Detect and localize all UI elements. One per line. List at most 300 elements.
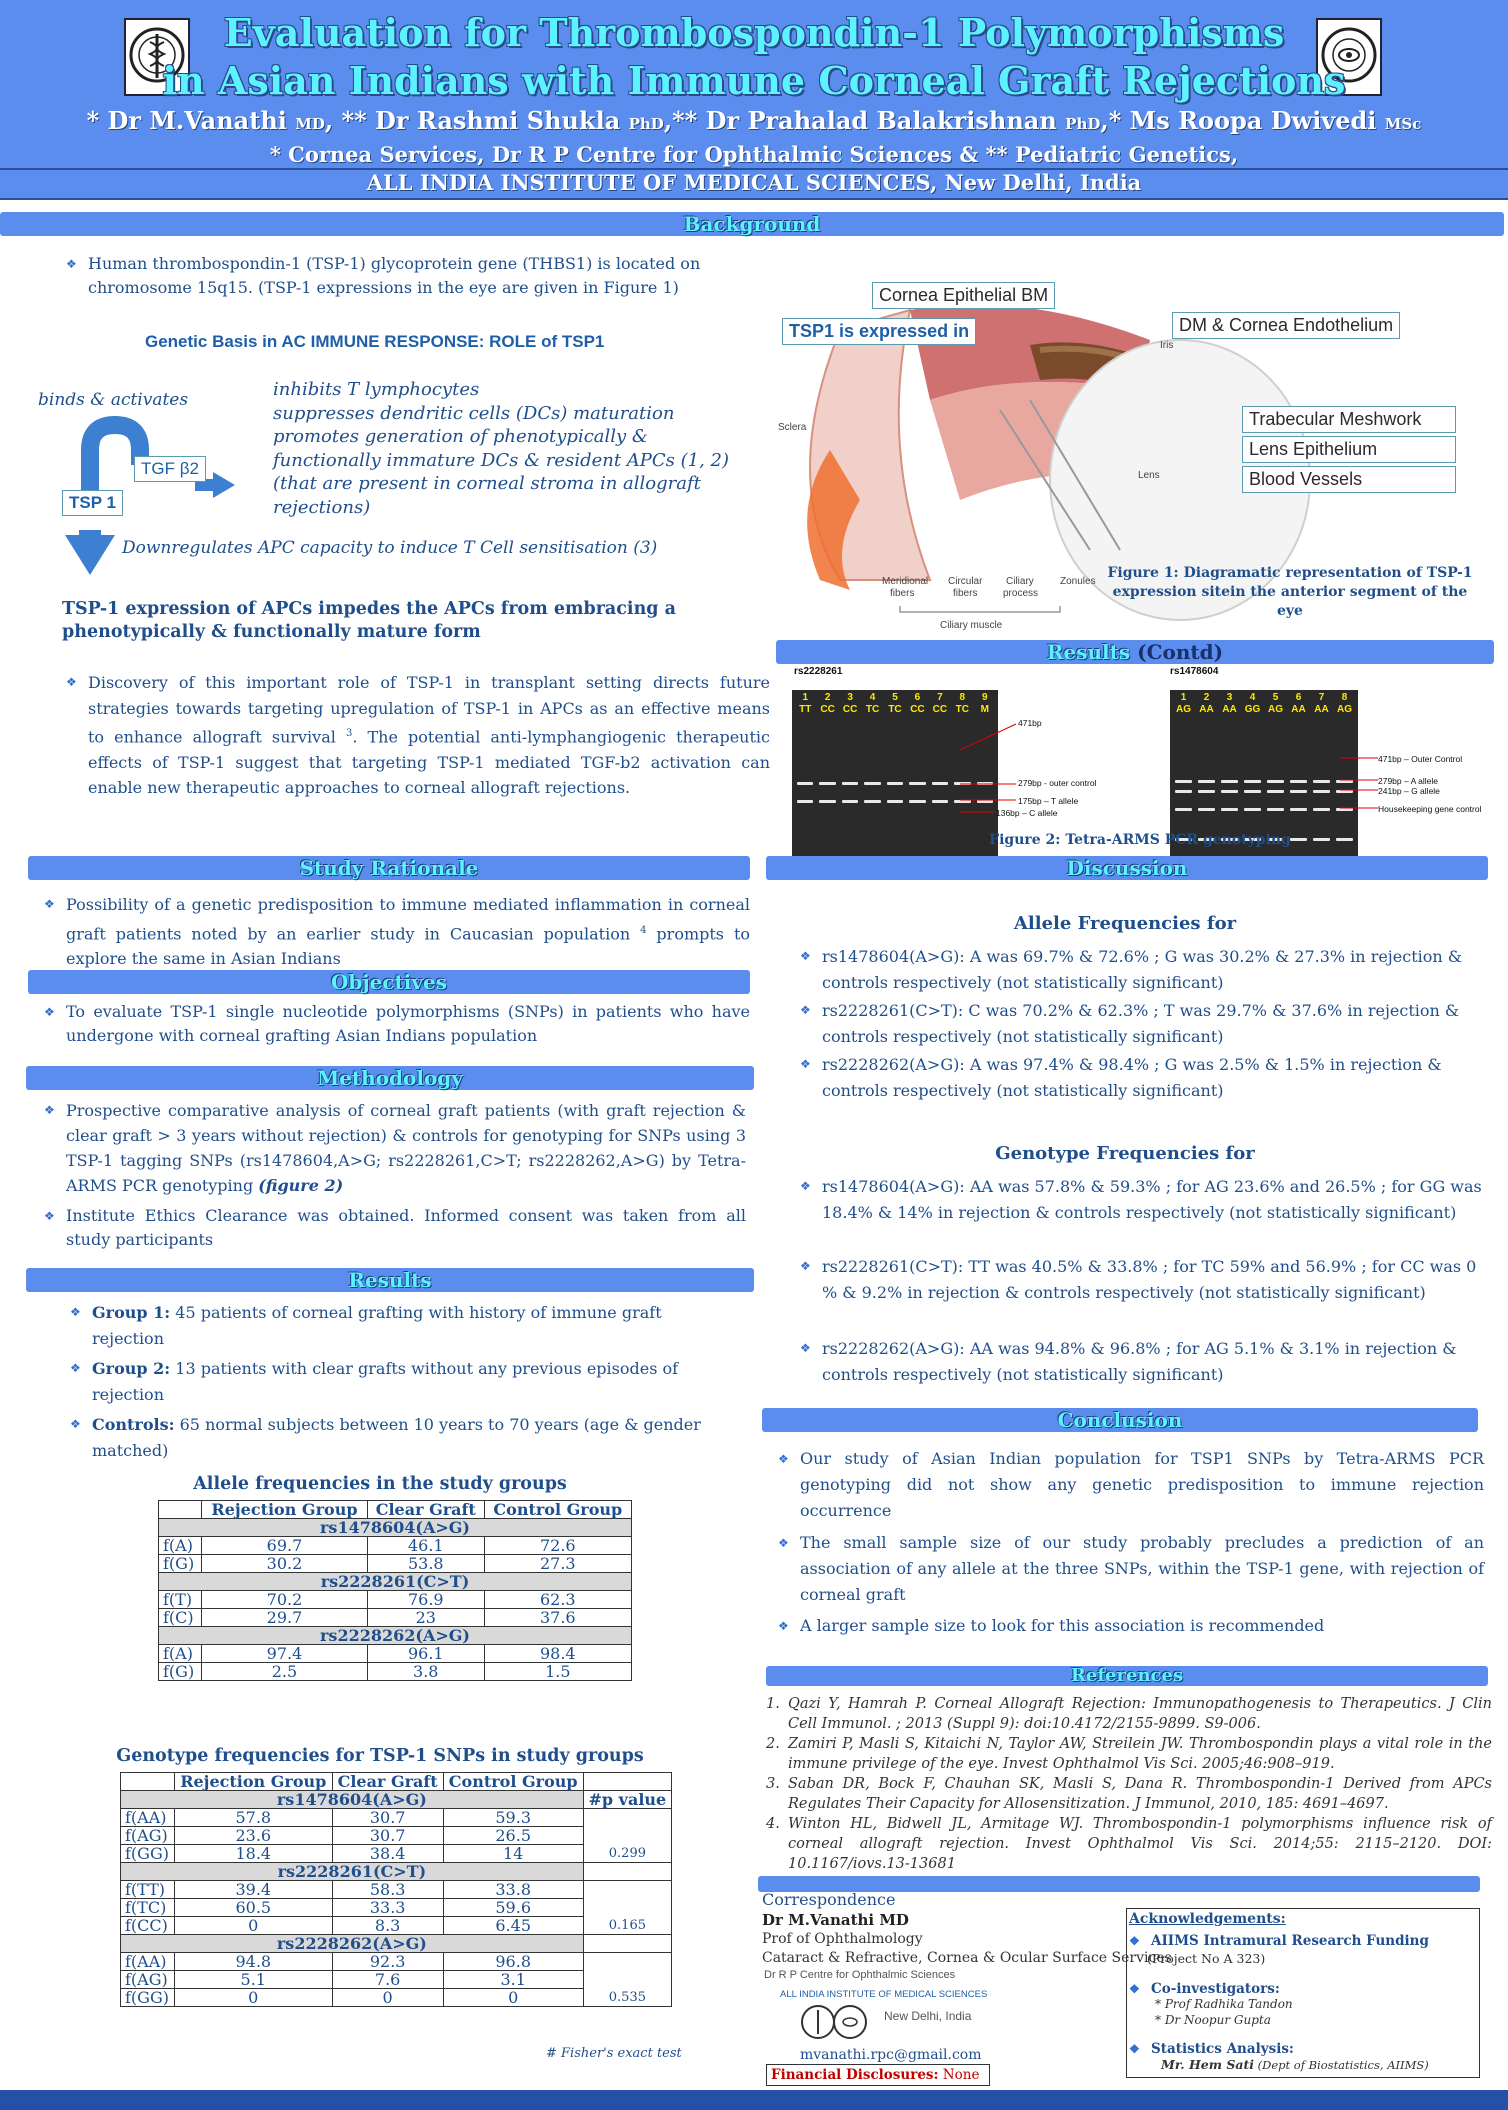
methodology-bullet-1	[44, 1098, 746, 1198]
downregulates-text: Downregulates APC capacity to induce T Cell sensitisation (3)	[122, 538, 658, 558]
table-header-row	[121, 1773, 672, 1791]
cornea-epithelial-label: Cornea Epithelial BM	[872, 282, 1055, 309]
gel-band	[1336, 838, 1353, 841]
genotype-table-title: Genotype frequencies for TSP-1 SNPs in study groups	[116, 1746, 644, 1766]
reference-number: 3.	[766, 1776, 780, 1792]
gel-band	[1198, 780, 1215, 783]
methodology-bullet-2: ❖ Institute Ethics Clearance was obtained. Informed consent was taken from all study participants	[44, 1204, 746, 1252]
figure-1-caption	[1100, 564, 1480, 621]
gel-lane-number: 8	[1341, 692, 1348, 703]
methodology-text: Prospective comparative analysis of corneal graft patients (with graft rejection & clear graft > 3 years without rejection) & controls for genotyping for SNPs using 3 TSP-1 tagging SNPs (rs1478604,A>G; rs2228261,C>T; rs2228262,A>G) by Tetra-ARMS PCR genotyping	[66, 1101, 746, 1195]
p-value-cell: 0.165	[583, 1881, 671, 1935]
author-1: * Dr M.Vanathi	[86, 106, 287, 135]
background-heading: Background	[0, 212, 1504, 236]
table-cell: f(C)	[159, 1609, 202, 1627]
effect-line: promotes generation of phenotypically &	[273, 426, 648, 447]
results-controls	[70, 1412, 722, 1463]
table-cell: f(G)	[159, 1555, 202, 1573]
rationale-text-a: Possibility of a genetic predisposition to immune mediated inflammation in corneal graft patients noted by an earlier study in Caucasian population	[66, 895, 750, 943]
gel-band	[1313, 780, 1330, 783]
gel-band	[1198, 808, 1215, 811]
ack-project: (Project No A 323)	[1147, 1951, 1266, 1966]
methodology-figure-ref: (figure 2)	[258, 1176, 344, 1195]
gel-lane-number: 3	[847, 692, 853, 703]
snp-row	[121, 1863, 672, 1881]
genetic-basis-heading: Genetic Basis in AC IMMUNE RESPONSE: ROLE of TSP1	[145, 332, 605, 351]
table-cell: 29.7	[201, 1609, 367, 1627]
snp-name-cell: rs2228261(C>T)	[159, 1573, 632, 1591]
ack-coinvestigator-2: * Dr Noopur Gupta	[1155, 2013, 1271, 2027]
trabecular-meshwork-label: Trabecular Meshwork	[1242, 406, 1456, 433]
table-row	[159, 1609, 632, 1627]
table-cell: 33.3	[332, 1899, 443, 1917]
table-row	[159, 1663, 632, 1681]
gel-lane-genotype: CC	[820, 704, 835, 715]
table-cell: 96.8	[443, 1953, 583, 1971]
table-cell: 0	[174, 1917, 332, 1935]
header-cell	[583, 1773, 671, 1791]
reference-text: Saban DR, Bock F, Chauhan SK, Masli S, Dana R. Thrombospondin-1 Derived from APCs Regulates Their Capacity for Allosensitization. J Immunol, 2010, 185: 4691–4697.	[788, 1776, 1492, 1812]
ack-statistician	[1161, 2057, 1429, 2072]
gel-lane-number: 4	[1249, 692, 1256, 703]
title-line-1: Evaluation for Thrombospondin-1 Polymorphisms	[223, 10, 1285, 55]
results-group-2	[70, 1356, 722, 1407]
gel-2-title: rs1478604	[1170, 666, 1219, 677]
gel-lane-number: 3	[1226, 692, 1233, 703]
gel-band	[1175, 780, 1192, 783]
ack-statistician-dept: (Dept of Biostatistics, AIIMS)	[1253, 2058, 1429, 2072]
gel-band	[932, 782, 948, 785]
correspondence-heading: Correspondence	[762, 1890, 896, 1909]
effect-line: (that are present in corneal stroma in allograft	[273, 473, 701, 494]
ack-statistician-name: Mr. Hem Sati	[1161, 2057, 1254, 2072]
genotype-frequency-table	[120, 1772, 672, 2007]
bullet2-text-a: Discovery of this important role of TSP-1 in transplant setting directs future strategies towards targeting upregulation of TSP-1 in APCs as an effective means to enhance allograft survival	[88, 673, 770, 747]
gel-2-note: 471bp – Outer Control	[1378, 754, 1463, 764]
lens-epithelium-label: Lens Epithelium	[1242, 436, 1456, 463]
table-cell: 0	[332, 1989, 443, 2007]
gel-1-note: 279bp - outer control	[1018, 778, 1097, 788]
header-cell: Clear Graft	[332, 1773, 443, 1791]
conclusion-heading: Conclusion	[762, 1408, 1478, 1432]
discussion-allele-bullet: ❖ rs2228261(C>T): C was 70.2% & 62.3% ; T was 29.7% & 37.6% in rejection & controls respectively (not statistically significant)	[800, 998, 1482, 1049]
zonules-label: Zonules	[1060, 576, 1096, 587]
table-cell: 26.5	[443, 1827, 583, 1845]
table-cell: 53.8	[367, 1555, 484, 1573]
table-cell: 97.4	[201, 1645, 367, 1663]
reference-number: 1.	[766, 1696, 780, 1712]
snp-row	[121, 1935, 672, 1953]
results-contd-heading-a: Results	[1046, 640, 1138, 664]
table-cell: 38.4	[332, 1845, 443, 1863]
gel-lane-genotype: GG	[1244, 704, 1261, 715]
gel-1-note: 136bp – C allele	[996, 808, 1058, 818]
gel-lane-number: 2	[1203, 692, 1210, 703]
table-cell: 18.4	[174, 1845, 332, 1863]
gel-2-note: Housekeeping gene control	[1378, 804, 1482, 814]
financial-disclosures-label: Financial Disclosures:	[771, 2067, 939, 2083]
correspondence-email[interactable]: mvanathi.rpc@gmail.com	[800, 2047, 982, 2063]
table-cell: 57.8	[174, 1809, 332, 1827]
reference-item	[766, 1814, 1492, 1874]
rationale-text-b: prompts to explore the same in Asian Indians	[66, 923, 751, 969]
author-4: ,* Ms Roopa Dwivedi	[1100, 106, 1377, 135]
reference-item	[766, 1734, 1492, 1774]
genotype-frequencies-heading: Genotype Frequencies for	[995, 1143, 1255, 1164]
discussion-allele-bullet: ❖ rs1478604(A>G): A was 69.7% & 72.6% ; G was 30.2% & 27.3% in rejection & controls respectively (not statistically significant)	[800, 944, 1482, 995]
gel-band	[1290, 808, 1307, 811]
group-2-label: Group 2:	[92, 1359, 171, 1378]
gel-band	[887, 800, 903, 803]
table-row	[159, 1537, 632, 1555]
allele-frequencies-heading: Allele Frequencies for	[1013, 913, 1237, 934]
gel-1-note: 175bp – T allele	[1018, 796, 1079, 806]
bottom-strip	[0, 2090, 1508, 2110]
gel-lane-genotype: CC	[910, 704, 925, 715]
reference-text: Winton HL, Bidwell JL, Armitage WJ. Thrombospondin-1 polymorphisms influence risk of corneal allograft rejection. Invest Ophthalmol Vis Sci. 2014;55: 2115–2120. DOI: 10.1167/iovs.13-13681	[788, 1816, 1492, 1872]
gel-band	[864, 800, 880, 803]
gel-lane-genotype: CC	[842, 704, 858, 715]
rationale-ref: 4	[640, 924, 647, 936]
discussion-genotype-bullet: ❖ rs2228262(A>G): AA was 94.8% & 96.8% ; for AG 5.1% & 3.1% in rejection & controls respectively (not statistically significant)	[800, 1336, 1482, 1387]
snp-row	[159, 1573, 632, 1591]
gel-1-note: 471bp	[1018, 718, 1042, 728]
results-heading: Results	[26, 1268, 754, 1292]
gel-lane-number: 6	[1295, 692, 1302, 703]
correspondence-institute: ALL INDIA INSTITUTE OF MEDICAL SCIENCES	[780, 1989, 988, 2000]
snp-row	[121, 1791, 672, 1809]
title-line-2: in Asian Indians with Immune Corneal Graft Rejections	[162, 58, 1346, 103]
table-row	[159, 1591, 632, 1609]
table-cell: f(TT)	[121, 1881, 175, 1899]
ack-funding: ❖ AIIMS Intramural Research Funding	[1129, 1931, 1429, 1951]
gel-lane-number: 7	[1318, 692, 1325, 703]
gel-lane-genotype: AG	[1337, 704, 1352, 715]
table-cell: 3.8	[367, 1663, 484, 1681]
table-cell: 69.7	[201, 1537, 367, 1555]
gel-band	[1221, 790, 1238, 793]
controls-label: Controls:	[92, 1415, 175, 1434]
gel-lane-genotype: TC	[955, 704, 969, 715]
discussion-allele-bullet: ❖ rs2228262(A>G): A was 97.4% & 98.4% ; G was 2.5% & 1.5% in rejection & controls respectively (not statistically significant)	[800, 1052, 1482, 1103]
circular-label: Circular	[948, 576, 983, 587]
correspondence-title: Prof of Ophthalmology	[762, 1931, 923, 1947]
acknowledgements-box	[1126, 1908, 1480, 2078]
gel-1-pointer-lines	[960, 720, 1020, 820]
objectives-heading: Objectives	[28, 970, 750, 994]
table-cell: 46.1	[367, 1537, 484, 1555]
gel-band	[1290, 790, 1307, 793]
effect-line: inhibits T lymphocytes	[273, 379, 480, 400]
gel-lane-genotype: TC	[865, 704, 880, 715]
background-bullet-2	[66, 670, 770, 801]
gel-band	[864, 782, 880, 785]
gel-band	[1244, 790, 1261, 793]
table-cell: 58.3	[332, 1881, 443, 1899]
gel-lane-genotype: AG	[1268, 704, 1283, 715]
affiliation-line-1: * Cornea Services, Dr R P Centre for Ophthalmic Sciences & ** Pediatric Genetics,	[269, 142, 1239, 167]
table-cell: 0	[443, 1989, 583, 2007]
correspondence-name: Dr M.Vanathi MD	[762, 1911, 909, 1929]
reference-number: 2.	[766, 1736, 780, 1752]
header-cell	[121, 1773, 175, 1791]
author-list	[0, 106, 1508, 135]
gel-lane-number: 6	[914, 692, 921, 703]
table-cell: 72.6	[484, 1537, 631, 1555]
header-cell: Clear Graft	[367, 1501, 484, 1519]
table-cell: 23	[367, 1609, 484, 1627]
author-4-degree: MSc	[1384, 115, 1422, 133]
acknowledgements-heading: Acknowledgements:	[1129, 1911, 1286, 1927]
correspondence-city: New Delhi, India	[884, 2009, 972, 2023]
author-2: , ** Dr Rashmi Shukla	[324, 106, 621, 135]
gel-lane-genotype: TT	[799, 704, 812, 715]
snp-name-cell: rs2228262(A>G)	[159, 1627, 632, 1645]
group-1-label: Group 1:	[92, 1303, 171, 1322]
gel-2-pointer-lines	[1340, 754, 1380, 814]
table-cell: 39.4	[174, 1881, 332, 1899]
gel-band	[1267, 790, 1284, 793]
table-row	[121, 1953, 672, 1971]
gel-lane-genotype: AA	[1199, 704, 1214, 715]
table-cell: f(AG)	[121, 1827, 175, 1845]
results-contd-heading-b: (Contd)	[1137, 640, 1224, 664]
financial-disclosures-value: None	[938, 2067, 980, 2083]
table-cell: f(G)	[159, 1663, 202, 1681]
gel-band	[1175, 790, 1192, 793]
table-row	[121, 1809, 672, 1827]
dm-endothelium-label: DM & Cornea Endothelium	[1172, 312, 1400, 339]
impedes-statement: TSP-1 expression of APCs impedes the APCs from embracing a phenotypically & functionally mature form	[62, 599, 676, 642]
snp-row	[159, 1519, 632, 1537]
table-cell: 59.3	[443, 1809, 583, 1827]
table-cell: f(A)	[159, 1537, 202, 1555]
table-cell: 30.7	[332, 1809, 443, 1827]
gel-lane-number: 7	[937, 692, 943, 703]
tsp1-expressed-label: TSP1 is expressed in	[782, 318, 976, 345]
reference-text: Qazi Y, Hamrah P. Corneal Allograft Rejection: Immunopathogenesis to Therapeutics. J Clin Cell Immunol. ; 2013 (Suppl 9): doi:10.4172/2155-9899. S9-006.	[788, 1696, 1492, 1732]
group-1-text: 45 patients of corneal grafting with history of immune graft rejection	[92, 1303, 662, 1348]
reference-number: 4.	[766, 1816, 780, 1832]
p-value-spacer	[583, 1935, 671, 1953]
objectives-bullet: ❖ To evaluate TSP-1 single nucleotide polymorphisms (SNPs) in patients who have undergone with corneal grafting Asian Indians population	[44, 1000, 750, 1048]
gel-band	[887, 782, 903, 785]
ack-coinvestigators: ❖ Co-investigators:	[1129, 1979, 1280, 1999]
table-cell: 5.1	[174, 1971, 332, 1989]
process-label: process	[1003, 588, 1039, 599]
p-value-header: #p value	[583, 1791, 671, 1809]
bullet2-ref: 3	[345, 728, 353, 739]
results-group-1	[70, 1300, 722, 1351]
controls-text: 65 normal subjects between 10 years to 70 years (age & gender matched)	[92, 1415, 701, 1460]
table-cell: 30.7	[332, 1827, 443, 1845]
gel-band	[1313, 808, 1330, 811]
gel-band	[1244, 780, 1261, 783]
gel-band	[1198, 790, 1215, 793]
gel-lane-number: 4	[869, 692, 876, 703]
table-cell: f(CC)	[121, 1917, 175, 1935]
gel-band	[797, 782, 813, 785]
bullet2-text-b: . The potential anti-lymphangiogenic therapeutic effects of TSP-1 suggest that targeting TSP-1 mediated TGF-b2 activation can enable new therapeutic approaches to corneal allograft rejections.	[88, 727, 770, 798]
p-value-cell: 0.299	[583, 1809, 671, 1863]
gel-1-title: rs2228261	[794, 666, 843, 677]
table-cell: 92.3	[332, 1953, 443, 1971]
table-cell: 62.3	[484, 1591, 631, 1609]
table-cell: 8.3	[332, 1917, 443, 1935]
figure-1-caption-line-2: expression sitein the anterior segment of the eye	[1112, 584, 1468, 619]
gel-2-note: 279bp – A allele	[1378, 776, 1439, 786]
snp-name-cell: rs2228262(A>G)	[121, 1935, 584, 1953]
table-row	[159, 1555, 632, 1573]
tgf-beta2-box: TGF β2	[134, 456, 206, 482]
table-cell: f(AA)	[121, 1953, 175, 1971]
gel-lane-number: 1	[802, 692, 808, 703]
gel-band	[819, 800, 835, 803]
table-cell: 76.9	[367, 1591, 484, 1609]
table-cell: f(AG)	[121, 1971, 175, 1989]
reference-item	[766, 1774, 1492, 1814]
table-cell: 0	[174, 1989, 332, 2007]
table-cell: 14	[443, 1845, 583, 1863]
snp-name-cell: rs1478604(A>G)	[121, 1791, 584, 1809]
gel-lane-number: 5	[1272, 692, 1279, 703]
table-cell: f(GG)	[121, 1845, 175, 1863]
table-cell: 70.2	[201, 1591, 367, 1609]
tsp1-box: TSP 1	[62, 490, 123, 516]
meridional-label: Meridional	[882, 576, 929, 587]
table-header-row	[159, 1501, 632, 1519]
tsp1-effects-list	[273, 378, 753, 519]
discussion-genotype-bullet: ❖ rs1478604(A>G): AA was 57.8% & 59.3% ; for AG 23.6% and 26.5% ; for GG was 18.4% & 14% in rejection & controls respectively (not statistically significant)	[800, 1174, 1482, 1225]
gel-lane-genotype: AA	[1222, 704, 1237, 715]
methodology-heading: Methodology	[26, 1066, 754, 1090]
background-bullet-1: ❖ Human thrombospondin-1 (TSP-1) glycoprotein gene (THBS1) is located on chromosome 15q15. (TSP-1 expressions in the eye are given in Figure 1)	[66, 252, 758, 300]
effect-line: functionally immature DCs & resident APCs (1, 2)	[273, 449, 730, 471]
references-heading: References	[766, 1666, 1488, 1686]
table-cell: 3.1	[443, 1971, 583, 1989]
conclusion-bullet: ❖ A larger sample size to look for this association is recommended	[778, 1614, 1484, 1638]
table-cell: f(AA)	[121, 1809, 175, 1827]
blood-vessels-label: Blood Vessels	[1242, 466, 1456, 493]
table-cell: 60.5	[174, 1899, 332, 1917]
gel-band	[1175, 808, 1192, 811]
table-cell: 1.5	[484, 1663, 631, 1681]
table-cell: 96.1	[367, 1645, 484, 1663]
iris-label: Iris	[1160, 340, 1174, 351]
snp-name-cell: rs2228261(C>T)	[121, 1863, 584, 1881]
gel-band	[1267, 780, 1284, 783]
figure-1-caption-line-1: Figure 1: Diagramatic representation of TSP-1	[1107, 565, 1473, 581]
gel-lane-number: 8	[959, 692, 966, 703]
header-cell	[159, 1501, 202, 1519]
meridional-fibers-label: fibers	[890, 588, 915, 599]
gel-band	[842, 800, 858, 803]
sclera-label: Sclera	[778, 422, 807, 433]
lens-label: Lens	[1138, 470, 1160, 481]
correspondence-centre: Dr R P Centre for Ophthalmic Sciences	[764, 1969, 956, 1981]
table-row	[121, 1881, 672, 1899]
gel-band	[1290, 780, 1307, 783]
table-cell: 2.5	[201, 1663, 367, 1681]
gel-lane-genotype: AG	[1176, 704, 1191, 715]
table-cell: 94.8	[174, 1953, 332, 1971]
table-cell: f(TC)	[121, 1899, 175, 1917]
gel-lane-genotype: CC	[932, 704, 948, 715]
correspondence-logos	[800, 2002, 870, 2042]
conclusion-bullet: ❖ Our study of Asian Indian population for TSP1 SNPs by Tetra-ARMS PCR genotyping did not show any genetic predisposition to immune rejection occurrence	[778, 1446, 1484, 1524]
gel-band	[1221, 808, 1238, 811]
header-cell: Rejection Group	[174, 1773, 332, 1791]
table-cell: f(GG)	[121, 1989, 175, 2007]
gel-band	[909, 800, 925, 803]
p-value-cell: 0.535	[583, 1953, 671, 2007]
figure-2-caption: Figure 2: Tetra-ARMS PCR genotyping	[989, 832, 1291, 848]
header-cell: Rejection Group	[201, 1501, 367, 1519]
table-cell: 27.3	[484, 1555, 631, 1573]
snp-name-cell: rs1478604(A>G)	[159, 1519, 632, 1537]
header-cell: Control Group	[484, 1501, 631, 1519]
gel-lane-genotype: TC	[888, 704, 902, 715]
group-2-text: 13 patients with clear grafts without any previous episodes of rejection	[92, 1359, 679, 1404]
reference-text: Zamiri P, Masli S, Kitaichi N, Taylor AW, Streilein JW. Thrombospondin plays a vital role in the immune privilege of the eye. Invest Ophthalmol Vis Sci. 2005;46:908–919.	[788, 1736, 1492, 1772]
gel-band	[819, 782, 835, 785]
table-cell: 59.6	[443, 1899, 583, 1917]
table-cell: 30.2	[201, 1555, 367, 1573]
discussion-heading: Discussion	[766, 856, 1488, 880]
reference-item	[766, 1694, 1492, 1734]
fisher-footnote: # Fisher's exact test	[546, 2046, 682, 2061]
conclusion-bullet: ❖ The small sample size of our study probably precludes a prediction of an association of any allele at the three SNPs, within the TSP-1 gene, with rejection of corneal graft	[778, 1530, 1484, 1608]
table-cell: 33.8	[443, 1881, 583, 1899]
gel-lane-genotype: AA	[1314, 704, 1329, 715]
allele-table-title: Allele frequencies in the study groups	[193, 1474, 567, 1494]
poster-header	[0, 0, 1508, 171]
author-3: ,** Dr Prahalad Balakrishnan	[663, 106, 1057, 135]
header-cell: Control Group	[443, 1773, 583, 1791]
gel-lane-genotype: AA	[1291, 704, 1306, 715]
ack-statistics: ❖ Statistics Analysis:	[1129, 2039, 1294, 2059]
table-row	[159, 1645, 632, 1663]
gel-band	[1221, 780, 1238, 783]
table-cell: 7.6	[332, 1971, 443, 1989]
ack-coinvestigator-1: * Prof Radhika Tandon	[1155, 1997, 1293, 2011]
gel-2-note: 241bp – G allele	[1378, 786, 1440, 796]
gel-lane-genotype: M	[980, 704, 989, 715]
table-cell: f(A)	[159, 1645, 202, 1663]
effect-line: suppresses dendritic cells (DCs) maturation	[273, 402, 675, 424]
gel-band	[1244, 808, 1261, 811]
table-cell: f(T)	[159, 1591, 202, 1609]
p-value-spacer	[583, 1863, 671, 1881]
discussion-genotype-bullet: ❖ rs2228261(C>T): TT was 40.5% & 33.8% ; for TC 59% and 56.9% ; for CC was 0 % & 9.2% in rejection & controls respectively (not statistically significant)	[800, 1254, 1482, 1305]
snp-row	[159, 1627, 632, 1645]
gel-lane-number: 5	[892, 692, 898, 703]
author-1-degree: MD	[295, 115, 325, 133]
gel-band	[1267, 808, 1284, 811]
gel-lane-number: 1	[1180, 692, 1187, 703]
gel-lane-number: 9	[981, 692, 988, 703]
correspondence-services: Cataract & Refractive, Cornea & Ocular Surface Services	[762, 1950, 1172, 1966]
gel-lane-number: 2	[824, 692, 831, 703]
table-cell: 23.6	[174, 1827, 332, 1845]
gel-band	[909, 782, 925, 785]
ciliary-label: Ciliary	[1006, 576, 1034, 587]
financial-disclosures-box	[766, 2064, 990, 2086]
rationale-bullet	[44, 892, 750, 972]
table-cell: 6.45	[443, 1917, 583, 1935]
results-contd-heading	[776, 640, 1494, 664]
effect-line: rejections)	[273, 496, 371, 518]
